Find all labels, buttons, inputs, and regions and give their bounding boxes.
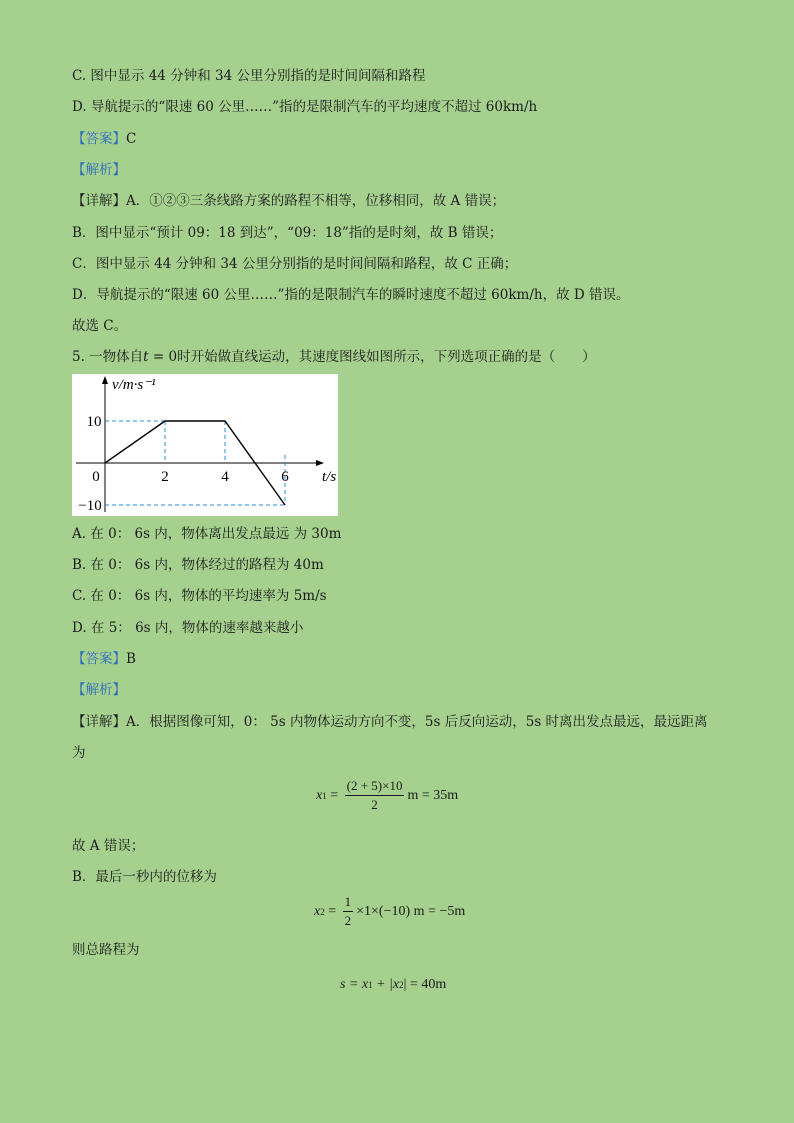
question-5 xyxy=(72,347,596,367)
detail-text: A．根据图像可知，0： 5s 内物体运动方向不变，5s 后反向运动，5s 时离出发点最远，最远距离 xyxy=(126,714,708,730)
formula-sub: 2 xyxy=(399,980,404,990)
x-tick-label-2: 2 xyxy=(161,469,169,485)
formula-x1 xyxy=(316,778,458,813)
question-5-end: = 0时开始做直线运动，其速度图线如图所示，下列选项正确的是（ ） xyxy=(148,349,596,365)
detail-2-cont: 为 xyxy=(72,745,86,761)
option-a: A. 在 0： 6s 内，物体离出发点最远 为 30m xyxy=(72,526,342,542)
answer-value: B xyxy=(126,651,136,667)
formula-sub: 1 xyxy=(368,980,373,990)
option-b: B. 在 0： 6s 内，物体经过的路程为 40m xyxy=(72,557,324,573)
velocity-time-graph xyxy=(72,374,338,516)
answer-label: 【答案】 xyxy=(72,651,126,667)
formula-mid: + |x xyxy=(372,977,400,992)
analysis-2: 【解析】 xyxy=(72,682,126,698)
formula-var: x xyxy=(316,787,323,803)
answer-1 xyxy=(72,129,136,149)
total-path-intro: 则总路程为 xyxy=(72,942,140,958)
detail-label: 【详解】 xyxy=(72,714,126,730)
formula-eq: = xyxy=(326,787,342,803)
fraction xyxy=(345,778,405,813)
formula-var: x xyxy=(314,903,321,919)
y-axis-arrow xyxy=(102,376,108,384)
answer-2 xyxy=(72,649,136,669)
x-axis-label: t/s xyxy=(322,469,337,485)
formula-lhs: s = x xyxy=(340,977,369,992)
answer-label: 【答案】 xyxy=(72,131,126,147)
formula-rhs: | = 40m xyxy=(403,977,447,992)
numerator: 1 xyxy=(343,894,354,912)
detail-line-c: C．图中显示 44 分钟和 34 公里分别指的是时间间隔和路程，故 C 正确； xyxy=(72,256,518,272)
fraction xyxy=(343,894,354,929)
formula-sub: 2 xyxy=(320,906,325,917)
x-axis-arrow xyxy=(316,460,324,466)
denominator: 2 xyxy=(371,797,378,812)
detail-b: B．最后一秒内的位移为 xyxy=(72,869,217,885)
formula-eq: = xyxy=(324,903,340,919)
option-c: C. 在 0： 6s 内，物体的平均速率为 5m/s xyxy=(72,588,327,604)
formula-x2 xyxy=(314,894,465,929)
detail-line-b: B．图中显示“预计 09：18 到达”，“09：18”指的是时刻，故 B 错误； xyxy=(72,225,503,241)
conclusion-1: 故选 C。 xyxy=(72,318,128,334)
detail-2 xyxy=(72,712,708,732)
analysis-1: 【解析】 xyxy=(72,162,126,178)
x-tick-label-4: 4 xyxy=(221,469,229,485)
line-d-option: D. 导航提示的“限速 60 公里……”指的是限制汽车的平均速度不超过 60km/h xyxy=(72,99,538,115)
question-5-start: 5. 一物体自 xyxy=(72,349,144,365)
x-tick-label-6: 6 xyxy=(281,469,289,485)
detail-text: A．①②③三条线路方案的路程不相等，位移相同，故 A 错误； xyxy=(126,193,506,209)
answer-value: C xyxy=(126,131,137,147)
detail-line-d: D．导航提示的“限速 60 公里……”指的是限制汽车的瞬时速度不超过 60km/h，故 D 错误。 xyxy=(72,287,630,303)
formula-rhs: m = 35m xyxy=(407,787,459,803)
conclusion-a: 故 A 错误； xyxy=(72,838,145,854)
option-d: D. 在 5： 6s 内，物体的速率越来越小 xyxy=(72,620,304,636)
denominator: 2 xyxy=(344,913,352,928)
formula-rhs: ×1×(−10) m = −5m xyxy=(356,903,466,919)
line-c-option: C. 图中显示 44 分钟和 34 公里分别指的是时间间隔和路程 xyxy=(72,68,426,84)
formula-s xyxy=(340,977,446,993)
question-5-var: t xyxy=(143,349,149,365)
detail-1 xyxy=(72,191,505,211)
x-tick-label-0: 0 xyxy=(92,469,100,485)
y-tick-label-neg10: −10 xyxy=(78,498,102,514)
formula-sub: 1 xyxy=(322,790,327,801)
y-tick-label-10: 10 xyxy=(86,414,102,430)
numerator: (2 + 5)×10 xyxy=(345,778,405,796)
detail-label: 【详解】 xyxy=(72,193,126,209)
y-axis-label: v/m·s⁻¹ xyxy=(112,377,156,393)
